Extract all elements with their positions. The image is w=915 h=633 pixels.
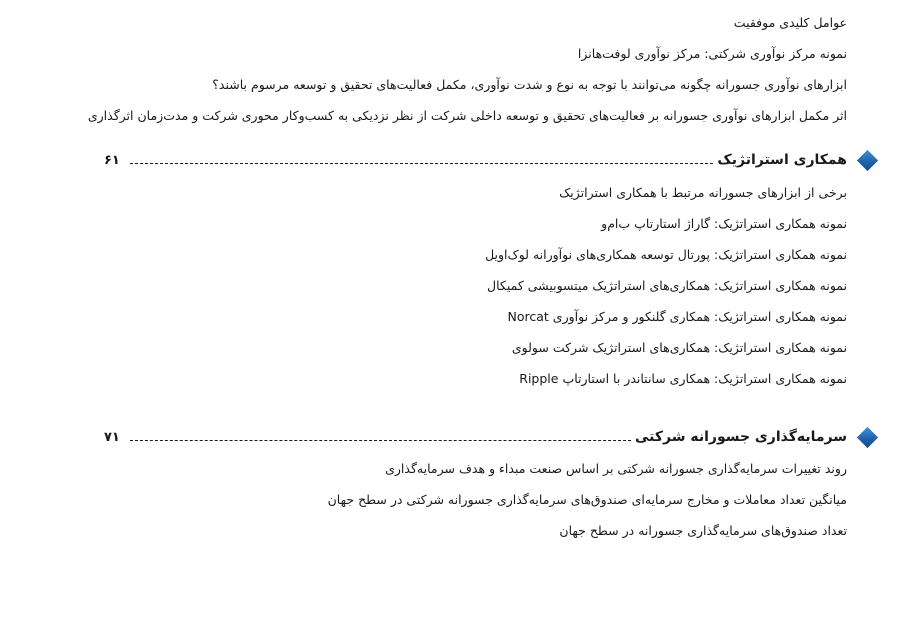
toc-item[interactable]: نمونه همکاری استراتژیک: همکاری‌های استراتژیک شرکت سولوی [511,340,847,355]
toc-item[interactable]: میانگین تعداد معاملات و مخارج سرمایه‌ای صندوق‌های سرمایه‌گذاری جسورانه شرکتی در سطح جهان [327,492,847,507]
section-heading-strategic-partnership[interactable] [104,148,881,172]
toc-item[interactable]: اثر مکمل ابزارهای نوآوری جسورانه بر فعالیت‌های تحقیق و توسعه داخلی شرکت از نظر نزدیکی به کسب‌وکار محوری شرکت و مدت‌زمان اثرگذاری [87,108,847,123]
toc-item[interactable]: برخی از ابزارهای جسورانه مرتبط با همکاری استراتژیک [559,185,847,200]
toc-item[interactable]: نمونه همکاری استراتژیک: پورتال توسعه همکاری‌های نوآورانه لوک‌اویل [485,247,847,262]
section-heading-corporate-venture-capital[interactable] [104,425,881,449]
toc-item[interactable]: عوامل کلیدی موفقیت [733,15,847,30]
diamond-bullet-icon [857,426,878,447]
toc-item[interactable]: ابزارهای نوآوری جسورانه چگونه می‌توانند با توجه به نوع و شدت نوآوری، مکمل فعالیت‌های تحقیق و توسعه مرسوم باشند؟ [212,77,847,92]
toc-item[interactable]: روند تغییرات سرمایه‌گذاری جسورانه شرکتی بر اساس صنعت مبداء و هدف سرمایه‌گذاری [385,461,847,476]
toc-item[interactable]: نمونه همکاری استراتژیک: گاراژ استارتاپ ب‌ام‌و [601,216,847,231]
toc-item[interactable]: نمونه همکاری استراتژیک: همکاری‌های استراتژیک میتسوبیشی کمیکال [487,278,847,293]
toc-item[interactable]: نمونه مرکز نوآوری شرکتی: مرکز نوآوری لوفت‌هانزا [577,46,847,61]
dashed-leader [130,163,713,164]
toc-item[interactable]: نمونه همکاری استراتژیک: همکاری گلنکور و مرکز نوآوری Norcat [507,309,847,324]
diamond-bullet-icon [857,149,878,170]
section-title: همکاری استراتژیک [717,152,847,168]
page-number: ۶۱ [104,152,120,168]
dashed-leader [130,440,631,441]
toc-item[interactable]: تعداد صندوق‌های سرمایه‌گذاری جسورانه در سطح جهان [559,523,847,538]
page-number: ۷۱ [104,429,120,445]
toc-item[interactable]: نمونه همکاری استراتژیک: همکاری سانتاندر با استارتاپ Ripple [519,371,847,386]
section-title: سرمایه‌گذاری جسورانه شرکتی [634,429,847,445]
